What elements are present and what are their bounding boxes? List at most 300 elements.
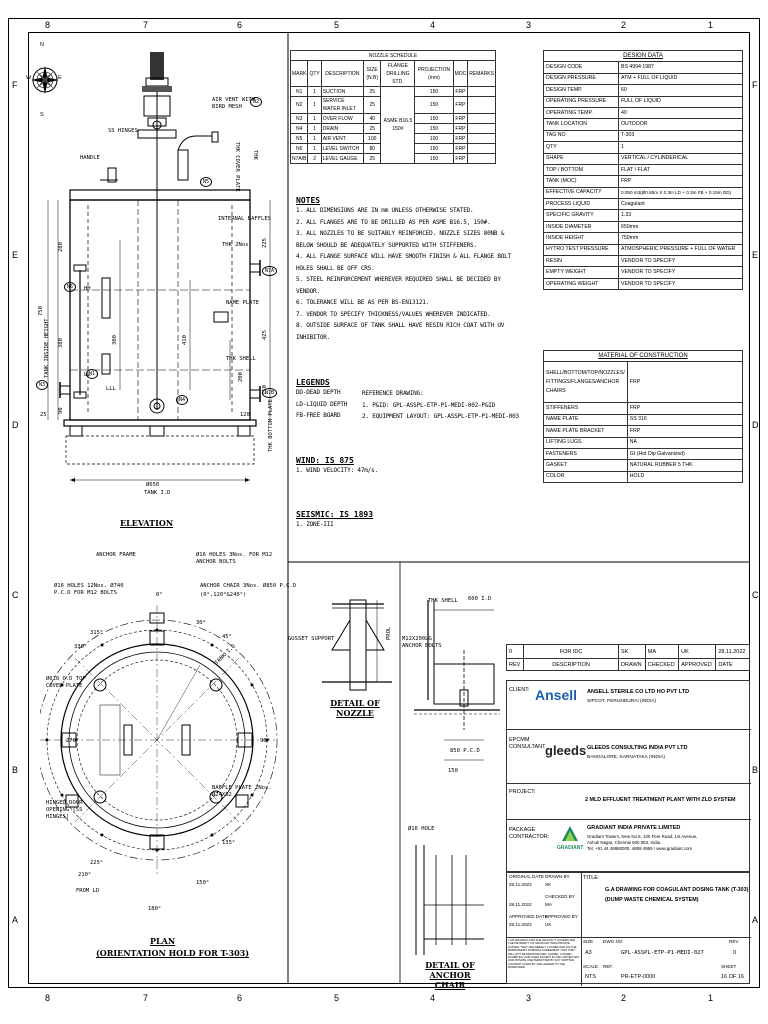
- grid-row-d-r: D: [752, 420, 759, 430]
- plan-drawing: [40, 565, 280, 905]
- grid-col-2-b: 2: [621, 993, 627, 1003]
- dim-120: 120: [240, 412, 250, 418]
- ns-cell: [468, 114, 496, 124]
- gradiant-logo: GRADIANT: [557, 845, 584, 851]
- ns-cell: N6: [291, 144, 308, 154]
- compass-s: S: [40, 112, 44, 118]
- angle-330: 330°: [74, 644, 88, 650]
- grid-col-8-b: 8: [45, 993, 51, 1003]
- table-row: [544, 426, 743, 437]
- table-row: [544, 187, 743, 198]
- detail-anchor-drawing: [404, 590, 504, 790]
- nozzle-tag-n7a: N7A: [262, 266, 277, 276]
- nozzle-tag-n7b: N7B: [262, 388, 277, 398]
- angle-0: 0°: [156, 592, 163, 598]
- ns-cell: FRP: [453, 87, 468, 97]
- moc-val: GI (Hot Dip Galvanized): [627, 448, 742, 459]
- ns-cell: 150: [415, 144, 453, 154]
- ns-cell: DRAIN: [321, 124, 363, 134]
- dim-25: 25: [40, 412, 47, 418]
- dd-key: HYTRO TEST PRESSURE: [544, 244, 619, 255]
- dim-300: 300: [112, 335, 118, 345]
- ns-cell: [468, 124, 496, 134]
- ns-h-qty: QTY: [308, 61, 321, 87]
- sheet-label: SHEET: [721, 964, 737, 969]
- label-holes-12: Ø16 HOLES 12Nos. Ø740 P.C.D FOR M12 BOLTS: [54, 583, 124, 596]
- dd-key: SPECIFIC GRAVITY: [544, 210, 619, 221]
- table-row: [544, 199, 743, 210]
- disclaimer-text: THIS DRAWING AND THE DESIGN IT COVERS ARE THE PROPERTY OF GRADIANT INDIA PRIVATE LIMITED. THEY ARE MERELY LOANED AND ON THE BORROWER'S EXPRESS AGREEMENT THAT THEY WILL NOT BE REPRODUCED, COPIED, LOANED, EXHIBITED, NOR USED EXCEPT IN THE LIMITED WAY AND PRIVATE USE PERMITTED BY ANY WRITTEN CONSENT GIVEN BY THE LENDER TO THE BORROWER.: [508, 938, 580, 970]
- ns-cell: FRP: [453, 144, 468, 154]
- drawing-title-2: (DUMP WASTE CHEMICAL SYSTEM): [605, 897, 699, 903]
- detail-nozzle-caption: DETAIL OF NOZZLE: [330, 698, 380, 718]
- label-bottom-plate: THK BOTTOM PLATE: [268, 399, 274, 452]
- table-row: [544, 176, 743, 187]
- angle-90: 90°: [260, 738, 270, 744]
- moc-key: FASTENERS: [544, 448, 628, 459]
- grid-col-8: 8: [45, 20, 51, 30]
- rev-date: 28.11.2022: [716, 645, 750, 659]
- moc-table: [543, 350, 743, 483]
- contractor-block: [507, 819, 751, 871]
- ns-cell: SERVICE WATER INLET: [321, 97, 363, 114]
- ns-cell: [468, 134, 496, 144]
- dd-key: OPERATING WEIGHT: [544, 278, 619, 289]
- dim-410: 410: [182, 335, 188, 345]
- contractor-addr3: Tel: +91 44 48880000, 4859 4959 / www.gradiant.com: [587, 846, 693, 851]
- dd-val: VERTICAL / CYLINDERICAL: [619, 153, 743, 164]
- ns-h-desc: DESCRIPTION: [321, 61, 363, 87]
- moc-title: MATERIAL OF CONSTRUCTION: [544, 351, 743, 362]
- dd-key: TOP / BOTTOM: [544, 164, 619, 175]
- ns-cell: 1: [308, 114, 321, 124]
- dd-key: TANK (MOC): [544, 176, 619, 187]
- ns-cell: 100: [363, 134, 381, 144]
- table-row: [544, 164, 743, 175]
- ns-cell: 80: [363, 144, 381, 154]
- label-anchor-angle: (0°,120°&240°): [200, 592, 247, 598]
- table-row: [544, 142, 743, 153]
- notes-section: [296, 196, 516, 343]
- table-row: [544, 62, 743, 73]
- ns-cell: 150: [415, 114, 453, 124]
- label-anchor-600: 600 I.D: [468, 596, 492, 602]
- grid-col-4-b: 4: [430, 993, 436, 1003]
- dd-val: VENDOR TO SPECIFY: [619, 256, 743, 267]
- approved-by: UK: [545, 922, 552, 927]
- consultant-block: [507, 729, 751, 784]
- title-label: TITLE:: [583, 875, 600, 881]
- drawing-title-area: [581, 873, 751, 937]
- ns-cell: 100: [415, 134, 453, 144]
- angle-150: 150°: [196, 880, 210, 886]
- label-cover-plate: Ø610 O.D TOP COVER PLATE: [46, 676, 86, 689]
- moc-key: GASKET: [544, 460, 628, 471]
- consultant-label: EPCMM CONSULTANT: [509, 737, 546, 750]
- ns-cell: [468, 97, 496, 114]
- table-row: [544, 210, 743, 221]
- label-name-plate: NAME PLATE: [226, 300, 260, 306]
- label-handle: HANDLE: [80, 155, 100, 161]
- dim-200: 200: [238, 372, 244, 382]
- ns-cell: 150: [415, 97, 453, 114]
- ns-cell: 150: [415, 154, 453, 164]
- rev-h-approved: APPROVED: [679, 659, 716, 671]
- nozzle-schedule-title: NOZZLE SCHEDULE: [291, 51, 496, 61]
- grid-row-c-r: C: [752, 590, 759, 600]
- ns-cell: 25: [363, 87, 381, 97]
- moc-val: FRP: [627, 362, 742, 403]
- grid-col-1-b: 1: [708, 993, 714, 1003]
- ns-cell: N7A/B: [292, 155, 307, 162]
- table-row: [544, 448, 743, 459]
- table-row: [544, 244, 743, 255]
- ns-cell: 25: [363, 97, 381, 114]
- dim-150: 150: [262, 385, 268, 395]
- moc-val: SS 316: [627, 414, 742, 425]
- title-info-block: [506, 680, 750, 872]
- dd-val: VENDOR TO SPECIFY: [619, 278, 743, 289]
- compass-e: E: [58, 75, 62, 81]
- design-data-title: DESIGN DATA: [544, 51, 743, 62]
- contractor-addr2: Ashok Nagar, Chennai 600 083, India.: [587, 840, 662, 845]
- grid-col-5-b: 5: [334, 993, 340, 1003]
- client-label: CLIENT:: [509, 687, 530, 693]
- moc-val: FRP: [627, 426, 742, 437]
- drawn-by-label: DRAWN BY: [545, 874, 570, 879]
- approved-by-label: APPROVED BY: [545, 914, 578, 919]
- ns-cell: 1: [308, 144, 321, 154]
- ns-cell: 25: [363, 124, 381, 134]
- ns-cell: 1: [308, 87, 321, 97]
- ns-cell: AIR VENT: [321, 134, 363, 144]
- grid-row-b: B: [12, 765, 19, 775]
- approvals-block: [507, 873, 582, 937]
- label-top-cover: THK COVER PLATE: [234, 142, 240, 192]
- ns-cell: [468, 144, 496, 154]
- dd-key: SHAPE: [544, 153, 619, 164]
- table-row: [507, 645, 750, 659]
- legends-title: LEGENDS: [296, 378, 330, 387]
- label-anchor-frame: ANCHOR FRAME: [96, 552, 136, 558]
- disclaimer-box: [507, 937, 582, 986]
- moc-key: NAME PLATE: [544, 414, 628, 425]
- dd-val: 40: [619, 107, 743, 118]
- dd-val: VENDOR TO SPECIFY: [619, 267, 743, 278]
- ns-cell: 150: [415, 124, 453, 134]
- table-row: [544, 107, 743, 118]
- note-item: BELOW SHOULD BE ADEQUATELY SUPPORTED WITH STIFFENERS.: [296, 241, 477, 249]
- ns-cell: LEVEL SWITCH: [321, 144, 363, 154]
- note-item: 6. TOLERANCE WILL BE AS PER BS-EN13121.: [296, 299, 430, 306]
- note-item: 8. OUTSIDE SURFACE OF TANK SHALL HAVE RESIN RICH COAT WITH UV: [296, 322, 505, 329]
- dwg-info: [581, 937, 751, 986]
- label-hh: HH: [84, 286, 91, 292]
- approved-date: 28.11.2022: [509, 922, 532, 927]
- moc-key: STIFFENERS: [544, 403, 628, 414]
- grid-col-6-b: 6: [237, 993, 243, 1003]
- grid-col-4: 4: [430, 20, 436, 30]
- nozzle-tag-n2: N2: [250, 97, 262, 107]
- ns-cell: SUCTION: [321, 87, 363, 97]
- approved-date-label: APPROVED DATE: [509, 914, 548, 919]
- rev-value: 0: [733, 950, 737, 956]
- contractor-name: GRADIANT INDIA PRIVATE LIMITED: [587, 825, 681, 831]
- nozzle-schedule-table: [290, 50, 496, 164]
- detail-anchor-caption: DETAIL OF ANCHOR CHAIR: [425, 960, 475, 990]
- rev-h-checked: CHECKED: [645, 659, 678, 671]
- moc-key: SHELL/BOTTOM/TOP/NOZZLES/ FITTINGS/FLANGES/ANCHOR CHAIRS: [544, 362, 628, 403]
- label-prol: PROL: [386, 626, 392, 640]
- table-row: [544, 414, 743, 425]
- project-name: 2 MLD EFFLUENT TREATMENT PLANT WITH ZLD SYSTEM: [585, 797, 736, 803]
- legend-item: DD-DEAD DEPTH: [296, 389, 341, 396]
- table-row: [507, 659, 750, 671]
- checked-date: 28.11.2022: [509, 902, 532, 907]
- dd-key: PROCESS LIQUID: [544, 199, 619, 210]
- title-block: [506, 872, 750, 984]
- wind-section: [296, 456, 496, 477]
- table-row: [544, 153, 743, 164]
- rev-h-drawn: DRAWN: [619, 659, 646, 671]
- dim-380: 380: [58, 338, 64, 348]
- ns-h-moc: MOC: [453, 61, 468, 87]
- dim-280: 280: [58, 242, 64, 252]
- dd-val: 1.33: [619, 210, 743, 221]
- dim-750: 750: [38, 306, 44, 316]
- rev-h-rev: REV: [507, 659, 524, 671]
- ref-value: PR-ETP-0000: [621, 974, 656, 980]
- label-anchor-chair: ANCHOR CHAIR 3Nos. Ø850 P.C.D: [200, 583, 297, 589]
- label-gusset: GUSSET SUPPORT: [288, 636, 335, 642]
- grid-row-a: A: [12, 915, 19, 925]
- design-data-table: [543, 50, 743, 290]
- grid-col-6: 6: [237, 20, 243, 30]
- project-label: PROJECT:: [509, 789, 536, 795]
- table-row: [544, 119, 743, 130]
- rev-desc: FOR IDC: [524, 645, 619, 659]
- angle-315: 315°: [90, 630, 104, 636]
- dd-val: ATM + FULL OF LIQUID: [619, 73, 743, 84]
- angle-225: 225°: [90, 860, 104, 866]
- client-name: ANSELL STERILE CO LTD HO PVT LTD: [587, 689, 690, 695]
- note-item: 3. ALL NOZZLES TO BE SUITABLY REINFORCED. NOZZLE SIZES 80NB &: [296, 230, 505, 237]
- dd-key: DESIGN PRESSURE: [544, 73, 619, 84]
- ns-cell: N2: [291, 97, 308, 114]
- ref-label: REF.: [603, 964, 613, 969]
- table-row: [544, 256, 743, 267]
- dd-key: TANK LOCATION: [544, 119, 619, 130]
- dd-val: OUTDOOR: [619, 119, 743, 130]
- note-item: INHIBITOR.: [296, 333, 331, 341]
- grid-col-7-b: 7: [143, 993, 149, 1003]
- label-holes-3: Ø16 HOLES 3Nos. FOR M12 ANCHOR BOLTS: [196, 552, 273, 565]
- ns-cell: N5: [291, 134, 308, 144]
- grid-row-c: C: [12, 590, 19, 600]
- reference-item: 1. P&ID: GPL-ASSPL-ETP-P1-MEDI-002-P&ID: [362, 401, 496, 409]
- label-tank-height: TANK INSIDE HEIGHT: [44, 318, 50, 378]
- orig-date: 28.11.2022: [509, 882, 532, 887]
- legend-item: FB-FREE BOARD: [296, 412, 341, 419]
- angle-45: 45°: [222, 634, 232, 640]
- detail-nozzle-drawing: [292, 590, 398, 700]
- dd-val: 750mm: [619, 233, 743, 244]
- note-item: 4. ALL FLANGE SURFACE WILL HAVE SMOOTH FINISH & ALL FLANGE BOLT: [296, 253, 511, 260]
- table-row: [544, 362, 743, 403]
- grid-row-f-r: F: [752, 80, 758, 90]
- dd-key: RESIN: [544, 256, 619, 267]
- reference-title-text: REFERENCE DRAWING:: [362, 390, 424, 397]
- ansell-logo: Ansell: [535, 687, 578, 703]
- grid-col-7: 7: [143, 20, 149, 30]
- ns-cell: 150: [415, 87, 453, 97]
- grid-row-e: E: [12, 250, 19, 260]
- drawing-title-1: G.A DRAWING FOR COAGULANT DOSING TANK (T-303): [605, 887, 749, 893]
- label-air-vent: AIR VENT WITH BIRD MESH: [212, 97, 256, 110]
- dim-425: 425: [262, 330, 268, 340]
- dwg-number: GPL-ASSPL-ETP-P1-MEDI-027: [621, 950, 704, 956]
- ns-cell: [468, 154, 496, 164]
- client-block: [507, 681, 751, 730]
- label-anchor-150: 150: [448, 768, 458, 774]
- label-lll: LLL: [106, 386, 116, 392]
- ns-cell: 2: [308, 154, 321, 164]
- reference-item: 2. EQUIPMENT LAYOUT: GPL-ASSPL-ETP-P1-MEDI-003: [362, 413, 519, 420]
- label-anchor-hole: Ø16 HOLE: [408, 826, 435, 832]
- scale-label: SCALE: [583, 964, 599, 969]
- table-row: [544, 96, 743, 107]
- moc-val: FRP: [627, 403, 742, 414]
- ns-cell: 25: [363, 154, 381, 164]
- table-row: [544, 437, 743, 448]
- dd-val: 0.050 m3(Ø0.65m X 0.3m LD + 0.3m FB + 0.15m DD): [619, 187, 743, 198]
- label-from-ld: FROM LD: [76, 888, 100, 894]
- label-anchor-pcd: 850 P.C.D: [450, 748, 480, 754]
- ns-cell: N4: [291, 124, 308, 134]
- grid-col-1: 1: [708, 20, 714, 30]
- grid-col-5: 5: [334, 20, 340, 30]
- grid-row-d: D: [12, 420, 19, 430]
- checked-label: CHECKED BY: [545, 894, 575, 899]
- ns-cell: 1: [308, 97, 321, 114]
- dd-val: ATMOSPHERIC PRESSURE + FULL OF WATER: [619, 244, 743, 255]
- angle-30: 30°: [196, 620, 206, 626]
- note-item: 5. STEEL REINFORCEMENT WHEREVER REQUIRED SHALL BE DECIDED BY: [296, 276, 501, 283]
- reference-section: [362, 388, 519, 423]
- dim-d650: Ø650: [146, 482, 160, 488]
- ns-h-remarks: REMARKS: [468, 61, 496, 87]
- label-ll: LL: [84, 372, 91, 378]
- scale-value: NTS: [585, 974, 596, 980]
- notes-list: [296, 205, 516, 343]
- compass-n: N: [40, 42, 44, 48]
- dd-val: FLAT / FLAT: [619, 164, 743, 175]
- moc-val: NA: [627, 437, 742, 448]
- table-row: [544, 73, 743, 84]
- notes-title: NOTES: [296, 196, 321, 205]
- table-row: [544, 460, 743, 471]
- project-block: [507, 783, 751, 820]
- dd-key: TAG NO: [544, 130, 619, 141]
- seismic-title: SEISMIC: IS 1893: [296, 510, 374, 519]
- dd-val: 60: [619, 85, 743, 96]
- grid-row-f: F: [12, 80, 18, 90]
- ns-h-size: SIZE (N.B): [363, 61, 381, 87]
- label-thk: THK: [252, 150, 258, 160]
- table-row: [291, 87, 496, 97]
- ns-h-flange: FLANGE DRILLING STD.: [381, 61, 415, 87]
- table-row: [544, 267, 743, 278]
- angle-180: 180°: [148, 906, 162, 912]
- dd-key: INSIDE DIAMETER: [544, 221, 619, 232]
- table-row: [544, 471, 743, 482]
- ns-cell: LEVEL GAUGE: [321, 154, 363, 164]
- contractor-label: PACKAGE CONTRACTOR:: [509, 827, 550, 840]
- plan-subcaption: (ORIENTATION HOLD FOR T-303): [96, 948, 249, 958]
- label-plan-tank-id: TANK I.D: [214, 643, 237, 667]
- consultant-address: BANGALORE, KARNATAKA (INDIA): [587, 755, 665, 760]
- wind-title: WIND: IS 875: [296, 456, 354, 465]
- ns-cell: N1: [291, 87, 308, 97]
- note-item: VENDOR.: [296, 287, 320, 295]
- rev-no: 0: [507, 645, 524, 659]
- nozzle-tag-n1: N1: [86, 369, 98, 379]
- grid-row-a-r: A: [752, 915, 759, 925]
- dd-val: T-303: [619, 130, 743, 141]
- table-row: [544, 403, 743, 414]
- ns-cell: 40: [363, 114, 381, 124]
- grid-col-3: 3: [526, 20, 532, 30]
- plan-caption: PLAN: [150, 936, 176, 946]
- nozzle-tag-n5: N5: [200, 177, 212, 187]
- elevation-caption: ELEVATION: [120, 518, 174, 528]
- label-thk-2nos: THK 2Nos.: [222, 242, 252, 248]
- ns-cell: OVER FLOW: [321, 114, 363, 124]
- angle-270: 270°: [66, 738, 80, 744]
- ns-cell: FRP: [453, 97, 468, 114]
- legends-list: [296, 387, 366, 422]
- ns-cell: FRP: [453, 124, 468, 134]
- dd-val: FULL OF LIQUID: [619, 96, 743, 107]
- grid-col-3-b: 3: [526, 993, 532, 1003]
- grid-col-2: 2: [621, 20, 627, 30]
- drawn-by: SK: [545, 882, 552, 887]
- dd-val: FRP: [619, 176, 743, 187]
- legends-section: [296, 378, 366, 422]
- moc-val: HOLD: [627, 471, 742, 482]
- dd-key: DESIGN CODE: [544, 62, 619, 73]
- nozzle-tag-n4: N4: [176, 395, 188, 405]
- label-shell: THK SHELL: [226, 356, 256, 362]
- dd-key: EFFECTIVE CAPACITY: [544, 187, 619, 198]
- gleeds-logo: gleeds: [545, 743, 587, 758]
- note-item: 1. ALL DIMENSIONS ARE IN mm UNLESS OTHERWISE STATED.: [296, 207, 474, 214]
- moc-key: LIFTING LUGS: [544, 437, 628, 448]
- ns-flange-std: ASME B16.5 150#: [381, 87, 415, 164]
- dd-val: BS 4994:1987: [619, 62, 743, 73]
- checked-by: MA: [545, 902, 552, 907]
- ns-cell: FRP: [453, 134, 468, 144]
- gradiant-logo-icon: [561, 825, 579, 843]
- note-item: 7. VENDOR TO SPECIFY THICKNESS/VALUES WHEREVER INDICATED.: [296, 310, 491, 318]
- ns-cell: 1: [308, 124, 321, 134]
- legend-item: LD-LIQUID DEPTH: [296, 400, 348, 408]
- ns-cell: [468, 87, 496, 97]
- client-address: SIPCOT, PERUNDURAI (INDIA): [587, 699, 657, 704]
- moc-key: NAME PLATE BRACKET: [544, 426, 628, 437]
- dd-val: 1: [619, 142, 743, 153]
- compass-w: W: [26, 75, 32, 81]
